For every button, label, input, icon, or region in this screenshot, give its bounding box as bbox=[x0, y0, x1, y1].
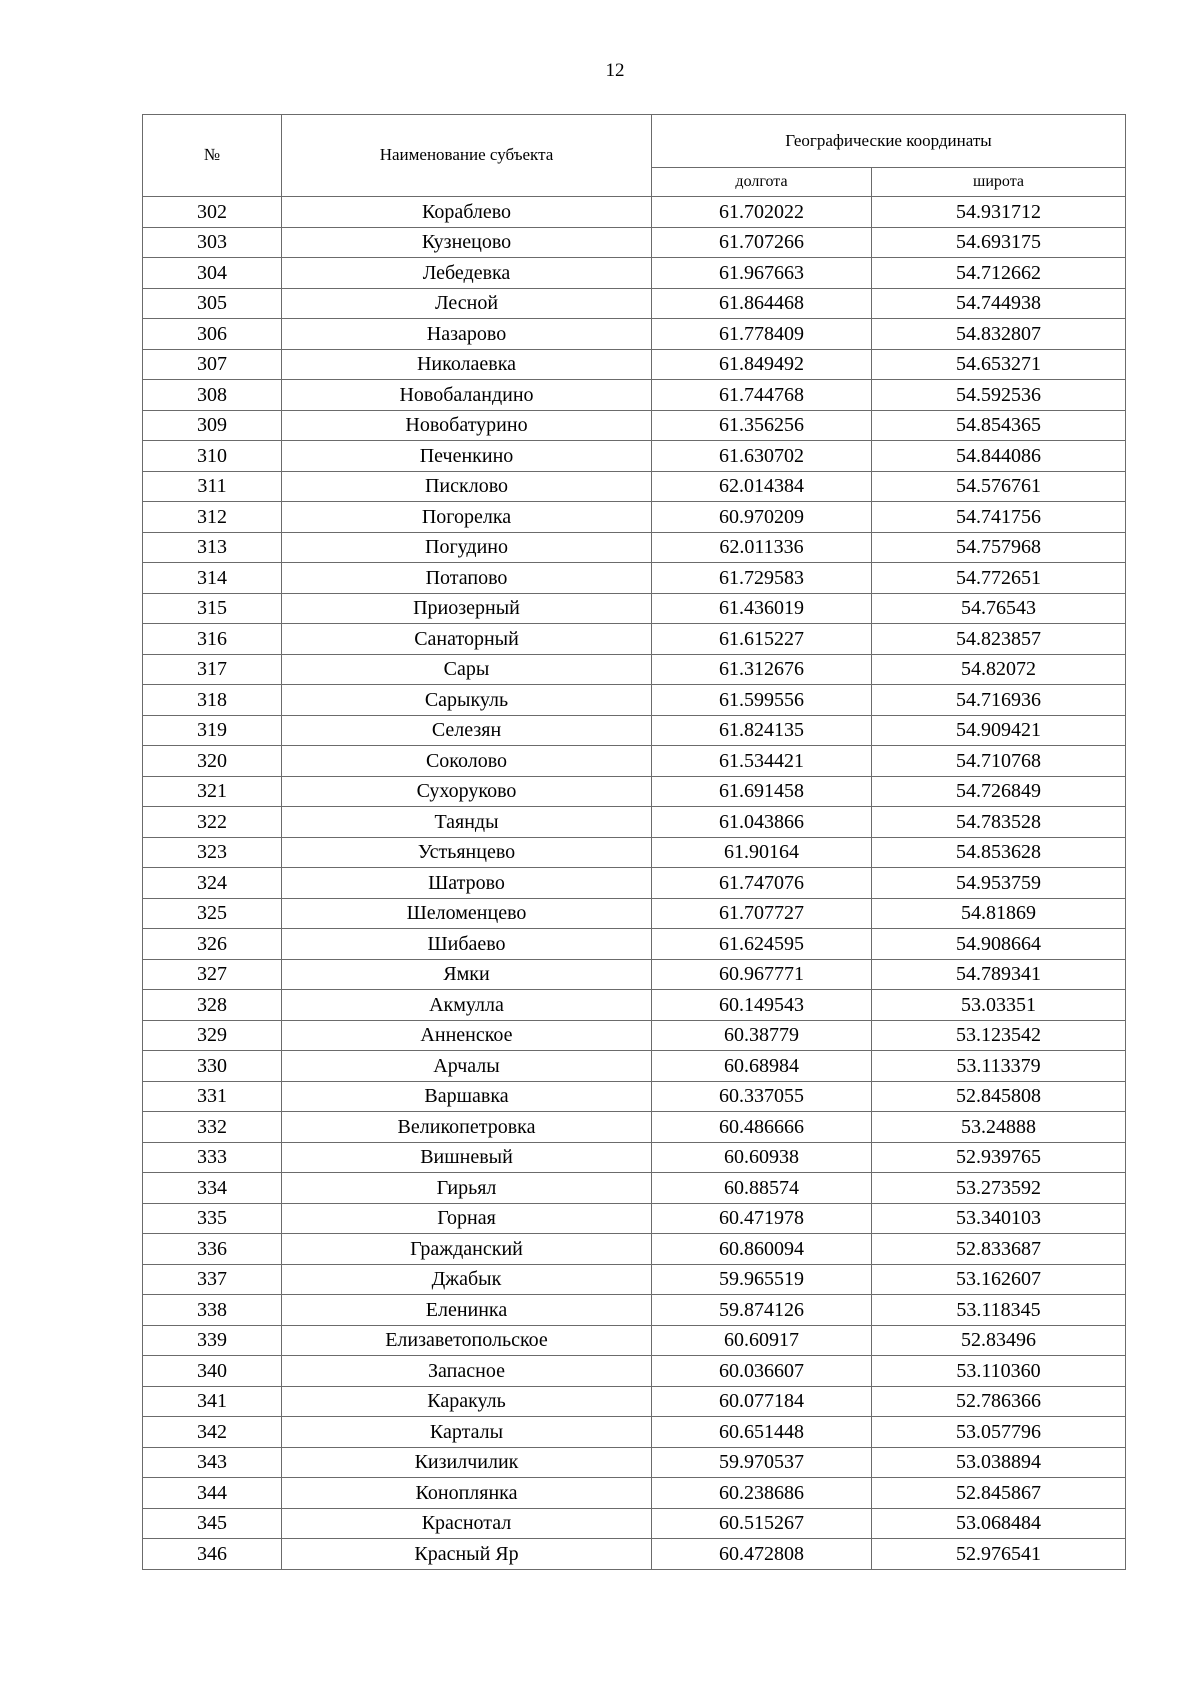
cell-lat: 53.24888 bbox=[872, 1112, 1126, 1143]
cell-lat: 54.854365 bbox=[872, 410, 1126, 441]
cell-name: Акмулла bbox=[282, 990, 652, 1021]
cell-lon: 60.967771 bbox=[652, 959, 872, 990]
cell-name: Краснотал bbox=[282, 1508, 652, 1539]
cell-name: Назарово bbox=[282, 319, 652, 350]
cell-lat: 53.110360 bbox=[872, 1356, 1126, 1387]
cell-lon: 61.729583 bbox=[652, 563, 872, 594]
cell-num: 345 bbox=[143, 1508, 282, 1539]
cell-lon: 60.60938 bbox=[652, 1142, 872, 1173]
cell-lat: 54.783528 bbox=[872, 807, 1126, 838]
table-row bbox=[143, 654, 1126, 685]
cell-lon: 61.312676 bbox=[652, 654, 872, 685]
table-row bbox=[143, 471, 1126, 502]
cell-lat: 53.03351 bbox=[872, 990, 1126, 1021]
cell-num: 329 bbox=[143, 1020, 282, 1051]
cell-name: Елизаветопольское bbox=[282, 1325, 652, 1356]
cell-name: Анненское bbox=[282, 1020, 652, 1051]
cell-num: 339 bbox=[143, 1325, 282, 1356]
table-row bbox=[143, 532, 1126, 563]
cell-lat: 54.789341 bbox=[872, 959, 1126, 990]
cell-num: 335 bbox=[143, 1203, 282, 1234]
cell-name: Погудино bbox=[282, 532, 652, 563]
cell-name: Карталы bbox=[282, 1417, 652, 1448]
cell-num: 307 bbox=[143, 349, 282, 380]
cell-name: Ямки bbox=[282, 959, 652, 990]
cell-lat: 54.716936 bbox=[872, 685, 1126, 716]
cell-name: Николаевка bbox=[282, 349, 652, 380]
cell-num: 326 bbox=[143, 929, 282, 960]
cell-num: 323 bbox=[143, 837, 282, 868]
cell-lat: 54.909421 bbox=[872, 715, 1126, 746]
table-header bbox=[143, 115, 1126, 197]
cell-num: 342 bbox=[143, 1417, 282, 1448]
header-lat: широта bbox=[872, 168, 1126, 197]
cell-num: 315 bbox=[143, 593, 282, 624]
table-row bbox=[143, 410, 1126, 441]
cell-lon: 61.744768 bbox=[652, 380, 872, 411]
cell-name: Кораблево bbox=[282, 197, 652, 228]
table-row bbox=[143, 1325, 1126, 1356]
table-row bbox=[143, 380, 1126, 411]
cell-name: Соколово bbox=[282, 746, 652, 777]
cell-lon: 61.691458 bbox=[652, 776, 872, 807]
cell-name: Гражданский bbox=[282, 1234, 652, 1265]
cell-lon: 60.337055 bbox=[652, 1081, 872, 1112]
cell-lat: 54.712662 bbox=[872, 258, 1126, 289]
cell-num: 314 bbox=[143, 563, 282, 594]
cell-lon: 61.043866 bbox=[652, 807, 872, 838]
table-row bbox=[143, 1173, 1126, 1204]
cell-name: Сары bbox=[282, 654, 652, 685]
cell-lon: 61.534421 bbox=[652, 746, 872, 777]
cell-num: 306 bbox=[143, 319, 282, 350]
cell-name: Лесной bbox=[282, 288, 652, 319]
cell-lon: 61.599556 bbox=[652, 685, 872, 716]
cell-lon: 61.707266 bbox=[652, 227, 872, 258]
cell-name: Санаторный bbox=[282, 624, 652, 655]
cell-lon: 61.849492 bbox=[652, 349, 872, 380]
cell-lon: 61.747076 bbox=[652, 868, 872, 899]
cell-num: 302 bbox=[143, 197, 282, 228]
table-row bbox=[143, 593, 1126, 624]
cell-lat: 53.113379 bbox=[872, 1051, 1126, 1082]
page-number: 12 bbox=[605, 60, 625, 81]
table-row bbox=[143, 1112, 1126, 1143]
cell-name: Кизилчилик bbox=[282, 1447, 652, 1478]
cell-num: 312 bbox=[143, 502, 282, 533]
cell-num: 338 bbox=[143, 1295, 282, 1326]
cell-lat: 53.340103 bbox=[872, 1203, 1126, 1234]
header-num: № bbox=[143, 115, 282, 197]
cell-num: 333 bbox=[143, 1142, 282, 1173]
cell-num: 305 bbox=[143, 288, 282, 319]
cell-lon: 62.014384 bbox=[652, 471, 872, 502]
cell-num: 324 bbox=[143, 868, 282, 899]
cell-lon: 60.68984 bbox=[652, 1051, 872, 1082]
table-row bbox=[143, 1417, 1126, 1448]
table-row bbox=[143, 1386, 1126, 1417]
cell-lon: 61.624595 bbox=[652, 929, 872, 960]
table-row bbox=[143, 837, 1126, 868]
cell-lon: 60.515267 bbox=[652, 1508, 872, 1539]
cell-lat: 52.845867 bbox=[872, 1478, 1126, 1509]
cell-lat: 54.823857 bbox=[872, 624, 1126, 655]
cell-name: Устьянцево bbox=[282, 837, 652, 868]
cell-lon: 60.88574 bbox=[652, 1173, 872, 1204]
cell-lon: 61.824135 bbox=[652, 715, 872, 746]
cell-lat: 53.123542 bbox=[872, 1020, 1126, 1051]
cell-lon: 59.965519 bbox=[652, 1264, 872, 1295]
cell-lat: 54.931712 bbox=[872, 197, 1126, 228]
cell-lon: 61.702022 bbox=[652, 197, 872, 228]
cell-lon: 61.630702 bbox=[652, 441, 872, 472]
cell-lat: 52.833687 bbox=[872, 1234, 1126, 1265]
table-row bbox=[143, 959, 1126, 990]
table-row bbox=[143, 227, 1126, 258]
cell-num: 303 bbox=[143, 227, 282, 258]
cell-num: 316 bbox=[143, 624, 282, 655]
cell-num: 327 bbox=[143, 959, 282, 990]
table-row bbox=[143, 1081, 1126, 1112]
table-row bbox=[143, 288, 1126, 319]
cell-name: Великопетровка bbox=[282, 1112, 652, 1143]
cell-num: 322 bbox=[143, 807, 282, 838]
cell-num: 341 bbox=[143, 1386, 282, 1417]
cell-lat: 54.592536 bbox=[872, 380, 1126, 411]
table-row bbox=[143, 1295, 1126, 1326]
cell-name: Шатрово bbox=[282, 868, 652, 899]
cell-name: Джабык bbox=[282, 1264, 652, 1295]
cell-num: 311 bbox=[143, 471, 282, 502]
cell-lat: 54.82072 bbox=[872, 654, 1126, 685]
cell-num: 308 bbox=[143, 380, 282, 411]
cell-name: Селезян bbox=[282, 715, 652, 746]
cell-num: 332 bbox=[143, 1112, 282, 1143]
table-row bbox=[143, 349, 1126, 380]
cell-lat: 54.710768 bbox=[872, 746, 1126, 777]
cell-lat: 54.853628 bbox=[872, 837, 1126, 868]
cell-lat: 52.845808 bbox=[872, 1081, 1126, 1112]
cell-name: Печенкино bbox=[282, 441, 652, 472]
cell-lat: 52.939765 bbox=[872, 1142, 1126, 1173]
table-row bbox=[143, 1447, 1126, 1478]
cell-lon: 60.077184 bbox=[652, 1386, 872, 1417]
cell-name: Сарыкуль bbox=[282, 685, 652, 716]
cell-num: 321 bbox=[143, 776, 282, 807]
cell-num: 330 bbox=[143, 1051, 282, 1082]
table-row bbox=[143, 1539, 1126, 1570]
cell-name: Шибаево bbox=[282, 929, 652, 960]
cell-lat: 54.844086 bbox=[872, 441, 1126, 472]
cell-name: Коноплянка bbox=[282, 1478, 652, 1509]
cell-name: Горная bbox=[282, 1203, 652, 1234]
header-name: Наименование субъекта bbox=[282, 115, 652, 197]
cell-lon: 62.011336 bbox=[652, 532, 872, 563]
cell-num: 304 bbox=[143, 258, 282, 289]
header-lon: долгота bbox=[652, 168, 872, 197]
cell-name: Таянды bbox=[282, 807, 652, 838]
cell-lon: 59.874126 bbox=[652, 1295, 872, 1326]
cell-name: Гирьял bbox=[282, 1173, 652, 1204]
cell-lat: 54.81869 bbox=[872, 898, 1126, 929]
cell-num: 344 bbox=[143, 1478, 282, 1509]
cell-lon: 61.356256 bbox=[652, 410, 872, 441]
table-row bbox=[143, 1020, 1126, 1051]
cell-num: 309 bbox=[143, 410, 282, 441]
cell-lat: 54.953759 bbox=[872, 868, 1126, 899]
table-row bbox=[143, 898, 1126, 929]
cell-lon: 60.651448 bbox=[652, 1417, 872, 1448]
cell-lon: 60.149543 bbox=[652, 990, 872, 1021]
cell-lat: 54.653271 bbox=[872, 349, 1126, 380]
coordinates-table bbox=[142, 114, 1126, 1570]
cell-num: 318 bbox=[143, 685, 282, 716]
table-row bbox=[143, 1234, 1126, 1265]
table-body bbox=[143, 197, 1126, 1570]
table-row bbox=[143, 563, 1126, 594]
cell-lat: 53.038894 bbox=[872, 1447, 1126, 1478]
cell-lat: 54.832807 bbox=[872, 319, 1126, 350]
cell-num: 310 bbox=[143, 441, 282, 472]
cell-lat: 53.273592 bbox=[872, 1173, 1126, 1204]
cell-name: Новобатурино bbox=[282, 410, 652, 441]
cell-lat: 54.576761 bbox=[872, 471, 1126, 502]
table-row bbox=[143, 502, 1126, 533]
table-row bbox=[143, 776, 1126, 807]
cell-lat: 52.786366 bbox=[872, 1386, 1126, 1417]
table-row bbox=[143, 1203, 1126, 1234]
cell-num: 331 bbox=[143, 1081, 282, 1112]
table-row bbox=[143, 685, 1126, 716]
cell-num: 346 bbox=[143, 1539, 282, 1570]
cell-lat: 54.772651 bbox=[872, 563, 1126, 594]
cell-lon: 61.864468 bbox=[652, 288, 872, 319]
table-row bbox=[143, 715, 1126, 746]
table-row bbox=[143, 624, 1126, 655]
cell-name: Новобаландино bbox=[282, 380, 652, 411]
cell-lon: 60.970209 bbox=[652, 502, 872, 533]
cell-name: Сухоруково bbox=[282, 776, 652, 807]
cell-lat: 54.741756 bbox=[872, 502, 1126, 533]
cell-lat: 52.976541 bbox=[872, 1539, 1126, 1570]
table-row bbox=[143, 441, 1126, 472]
table-row bbox=[143, 1051, 1126, 1082]
cell-num: 325 bbox=[143, 898, 282, 929]
cell-lat: 54.76543 bbox=[872, 593, 1126, 624]
cell-lat: 54.693175 bbox=[872, 227, 1126, 258]
cell-lon: 61.707727 bbox=[652, 898, 872, 929]
cell-lon: 60.860094 bbox=[652, 1234, 872, 1265]
cell-name: Варшавка bbox=[282, 1081, 652, 1112]
cell-lat: 54.908664 bbox=[872, 929, 1126, 960]
cell-lat: 54.744938 bbox=[872, 288, 1126, 319]
table-row bbox=[143, 746, 1126, 777]
cell-name: Писклово bbox=[282, 471, 652, 502]
table-row bbox=[143, 807, 1126, 838]
cell-num: 334 bbox=[143, 1173, 282, 1204]
table-row bbox=[143, 319, 1126, 350]
table-row bbox=[143, 258, 1126, 289]
cell-num: 336 bbox=[143, 1234, 282, 1265]
table-row bbox=[143, 1142, 1126, 1173]
cell-name: Кузнецово bbox=[282, 227, 652, 258]
cell-lon: 60.38779 bbox=[652, 1020, 872, 1051]
cell-lat: 53.162607 bbox=[872, 1264, 1126, 1295]
cell-lat: 53.057796 bbox=[872, 1417, 1126, 1448]
cell-lon: 59.970537 bbox=[652, 1447, 872, 1478]
cell-name: Красный Яр bbox=[282, 1539, 652, 1570]
cell-name: Еленинка bbox=[282, 1295, 652, 1326]
cell-name: Арчалы bbox=[282, 1051, 652, 1082]
cell-lat: 52.83496 bbox=[872, 1325, 1126, 1356]
cell-num: 328 bbox=[143, 990, 282, 1021]
cell-num: 319 bbox=[143, 715, 282, 746]
cell-lon: 60.486666 bbox=[652, 1112, 872, 1143]
cell-lon: 60.238686 bbox=[652, 1478, 872, 1509]
cell-lat: 53.068484 bbox=[872, 1508, 1126, 1539]
table-row bbox=[143, 990, 1126, 1021]
cell-num: 313 bbox=[143, 532, 282, 563]
table-row bbox=[143, 1508, 1126, 1539]
cell-name: Потапово bbox=[282, 563, 652, 594]
cell-lat: 54.726849 bbox=[872, 776, 1126, 807]
cell-num: 320 bbox=[143, 746, 282, 777]
table-row bbox=[143, 1264, 1126, 1295]
cell-lon: 61.967663 bbox=[652, 258, 872, 289]
cell-name: Шеломенцево bbox=[282, 898, 652, 929]
cell-lon: 61.90164 bbox=[652, 837, 872, 868]
cell-lon: 60.60917 bbox=[652, 1325, 872, 1356]
cell-lat: 54.757968 bbox=[872, 532, 1126, 563]
table-row bbox=[143, 929, 1126, 960]
cell-lon: 60.471978 bbox=[652, 1203, 872, 1234]
cell-lon: 60.472808 bbox=[652, 1539, 872, 1570]
cell-num: 337 bbox=[143, 1264, 282, 1295]
cell-name: Каракуль bbox=[282, 1386, 652, 1417]
table-row bbox=[143, 868, 1126, 899]
cell-name: Приозерный bbox=[282, 593, 652, 624]
cell-name: Погорелка bbox=[282, 502, 652, 533]
cell-lon: 61.615227 bbox=[652, 624, 872, 655]
cell-name: Запасное bbox=[282, 1356, 652, 1387]
cell-name: Вишневый bbox=[282, 1142, 652, 1173]
table-row bbox=[143, 1478, 1126, 1509]
cell-name: Лебедевка bbox=[282, 258, 652, 289]
table-row bbox=[143, 1356, 1126, 1387]
header-coords: Географические координаты bbox=[652, 115, 1126, 168]
cell-num: 343 bbox=[143, 1447, 282, 1478]
cell-lon: 61.778409 bbox=[652, 319, 872, 350]
cell-lon: 61.436019 bbox=[652, 593, 872, 624]
cell-num: 317 bbox=[143, 654, 282, 685]
cell-num: 340 bbox=[143, 1356, 282, 1387]
table-row bbox=[143, 197, 1126, 228]
cell-lat: 53.118345 bbox=[872, 1295, 1126, 1326]
cell-lon: 60.036607 bbox=[652, 1356, 872, 1387]
